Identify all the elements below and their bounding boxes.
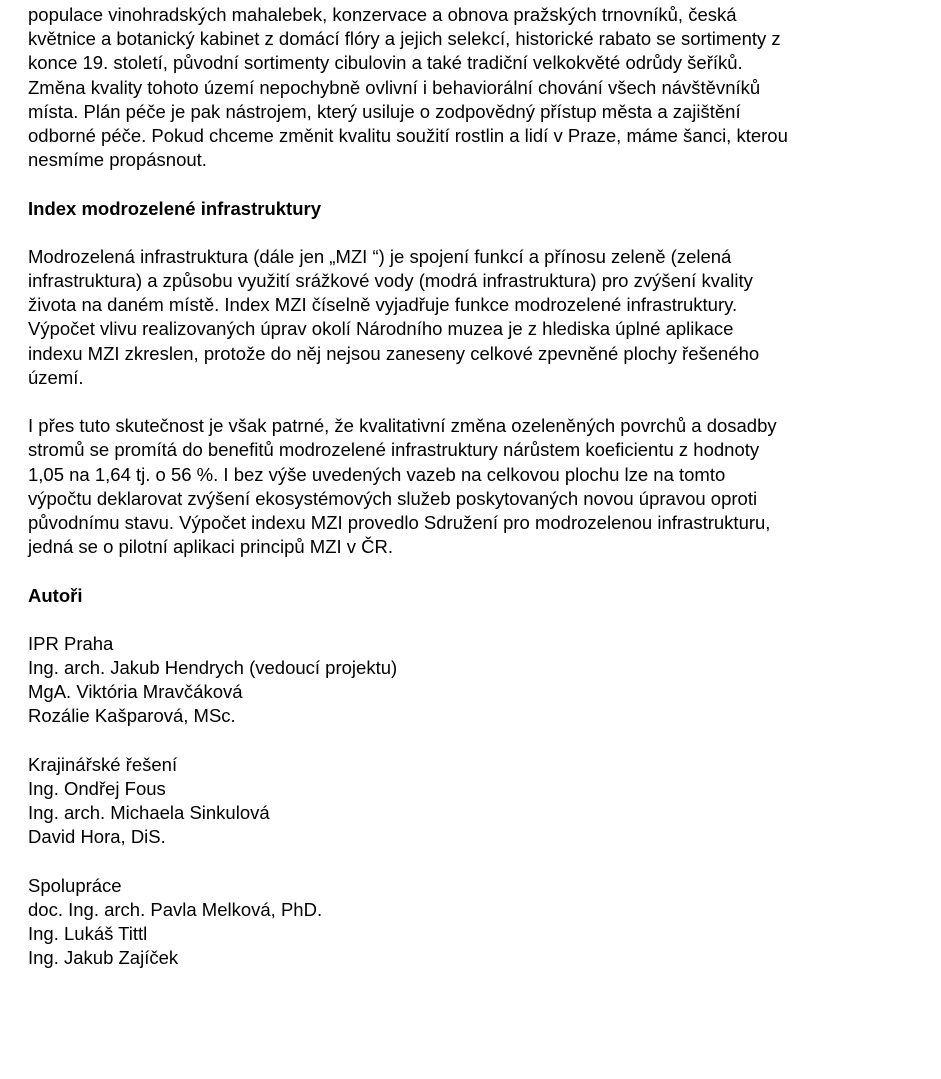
intro-paragraph — [28, 3, 938, 172]
text-line: infrastruktura) a způsobu využití srážkové vody (modrá infrastruktura) pro zvýšení kvality — [28, 270, 753, 292]
text-line: populace vinohradských mahalebek, konzervace a obnova pražských trnovníků, česká — [28, 4, 737, 25]
spacer — [28, 729, 938, 753]
document-page — [28, 3, 938, 971]
author-name: Ing. arch. Michaela Sinkulová — [28, 802, 270, 824]
text-line: Změna kvality tohoto území nepochybně ovlivní i behaviorální chování všech návštěvníků — [28, 76, 761, 98]
authors-group-title: Krajinářské řešení — [28, 753, 178, 775]
author-name: Ing. Lukáš Tittl — [28, 923, 148, 945]
authors-group-title: Spolupráce — [28, 874, 122, 896]
author-name: MgA. Viktória Mravčáková — [28, 681, 243, 703]
authors-heading: Autoři — [28, 584, 83, 606]
text-line: původnímu stavu. Výpočet indexu MZI provedlo Sdružení pro modrozelenou infrastrukturu, — [28, 511, 771, 533]
authors-group-ipr — [28, 632, 938, 729]
text-line: Modrozelená infrastruktura (dále jen „MZI “) je spojení funkcí a přínosu zeleně (zelená — [28, 245, 732, 267]
spacer — [28, 221, 938, 245]
spacer — [28, 559, 938, 583]
author-name: Ing. Ondřej Fous — [28, 778, 166, 799]
mzi-heading: Index modrozelené infrastruktury — [28, 197, 321, 219]
spacer — [28, 172, 938, 196]
text-line: indexu MZI zkreslen, protože do něj nejsou zaneseny celkové zpevněné plochy řešeného — [28, 342, 760, 364]
text-line: jedná se o pilotní aplikaci principů MZI v ČR. — [28, 536, 394, 558]
author-name: Ing. arch. Jakub Hendrych (vedoucí projektu) — [28, 657, 398, 679]
text-line: místa. Plán péče je pak nástrojem, který usiluje o zodpovědný přístup města a zajištění — [28, 100, 741, 122]
author-name: Rozálie Kašparová, MSc. — [28, 705, 236, 727]
text-line: odborné péče. Pokud chceme změnit kvalitu soužití rostlin a lidí v Praze, máme šanci, kterou — [28, 124, 788, 146]
spacer — [28, 390, 938, 414]
authors-group-title: IPR Praha — [28, 632, 114, 654]
authors-group-cooperation — [28, 874, 938, 971]
text-line: květnice a botanický kabinet z domácí flóry a jejich selekcí, historické rabato se sortimenty z — [28, 28, 781, 50]
text-line: nesmíme propásnout. — [28, 149, 207, 171]
text-line: území. — [28, 366, 84, 388]
text-line: Výpočet vlivu realizovaných úprav okolí Národního muzea je z hlediska úplné aplikace — [28, 318, 734, 340]
text-line: výpočtu deklarovat zvýšení ekosystémových služeb poskytovaných novou úpravou oproti — [28, 487, 758, 509]
text-line: stromů se promítá do benefitů modrozelené infrastruktury nárůstem koeficientu z hodnoty — [28, 439, 760, 461]
author-name: doc. Ing. arch. Pavla Melková, PhD. — [28, 898, 323, 920]
text-line: I přes tuto skutečnost je však patrné, že kvalitativní změna ozeleněných povrchů a dosadby — [28, 415, 777, 437]
text-line: života na daném místě. Index MZI číselně vyjadřuje funkce modrozelené infrastruktury. — [28, 294, 738, 316]
mzi-paragraph-1 — [28, 245, 938, 390]
text-line: konce 19. století, původní sortimenty cibulovin a také tradiční velkokvěté odrůdy šeříků. — [28, 52, 743, 74]
spacer — [28, 850, 938, 874]
spacer — [28, 608, 938, 632]
text-line: 1,05 na 1,64 tj. o 56 %. I bez výše uvedených vazeb na celkovou plochu lze na tomto — [28, 463, 726, 485]
authors-group-landscape — [28, 753, 938, 850]
author-name: Ing. Jakub Zajíček — [28, 947, 179, 969]
mzi-paragraph-2 — [28, 414, 938, 559]
author-name: David Hora, DiS. — [28, 826, 166, 848]
